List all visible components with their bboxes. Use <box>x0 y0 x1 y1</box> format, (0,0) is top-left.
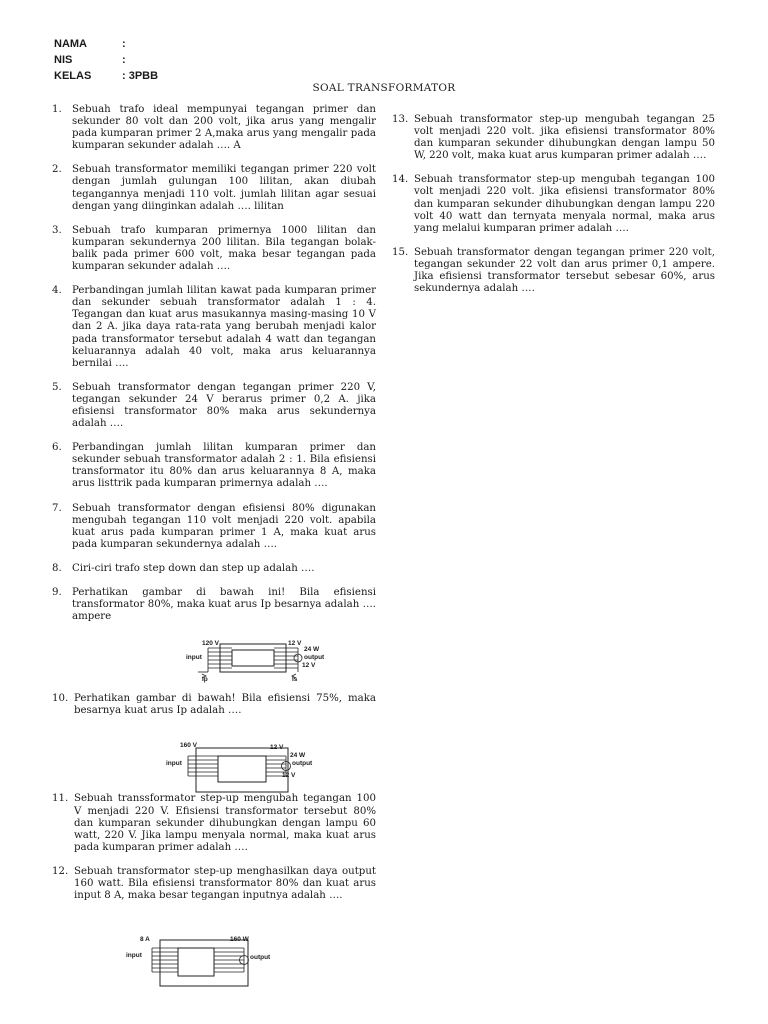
questions-right-column <box>392 114 715 307</box>
kelas-field <box>54 70 158 82</box>
question-number: 1. <box>52 104 62 115</box>
is-label: Is <box>292 676 298 683</box>
question-10 <box>52 693 376 717</box>
question-text: Perhatikan gambar di bawah ini! Bila efisiensi transformator 80%, maka kuat arus Ip besarnya adalah …. ampere <box>72 587 376 623</box>
question-7 <box>52 503 376 551</box>
question-number: 2. <box>52 164 62 176</box>
question-12 <box>52 866 376 902</box>
name-field <box>54 38 126 50</box>
question-number: 6. <box>52 442 62 454</box>
primary-current-label: 8 A <box>140 936 150 943</box>
question-number: 5. <box>52 381 62 393</box>
question-number: 15. <box>392 246 409 258</box>
question-text: Sebuah transformator step-up mengubah tegangan 25 volt menjadi 220 volt. jika efisiensi transformator 80% dan kumparan sekunder dihubungkan dengan lampu 50 W, 220 volt, maka kuat arus kumparan primer adalah …. <box>414 114 715 162</box>
question-4 <box>52 285 376 370</box>
question-5 <box>52 382 376 430</box>
question-number: 14. <box>392 174 409 186</box>
question-text: Ciri-ciri trafo step down dan step up adalah …. <box>72 562 315 574</box>
question-number: 4. <box>52 285 62 297</box>
question-text: Sebuah trafo kumparan primernya 1000 lilitan dan kumparan sekundernya 200 lilitan. Bila tegangan bolak-balik pada primer 600 volt, maka besar tegangan pada kumparan sekunder adalah …. <box>72 224 376 273</box>
question-text: Perbandingan jumlah lilitan kawat pada kumparan primer dan sekunder sebuah transformator adalah 1 : 4. Tegangan dan kuat arus masukannya masing-masing 10 V dan 2 A. jika daya rata-rata yang berubah menjadi kalor pada transformator tersebut adalah 4 watt dan tegangan keluarannya adalah 40 volt, maka arus keluarannya bernilai …. <box>72 285 376 369</box>
output-label: output <box>250 954 271 961</box>
question-number: 12. <box>52 865 69 877</box>
primary-voltage-label: 120 V <box>202 640 219 647</box>
transformer-diagram-q10 <box>166 740 326 798</box>
name-value: : <box>122 38 126 50</box>
load-power-label: 24 W <box>304 646 320 653</box>
input-label: input <box>126 952 142 959</box>
question-number: 3. <box>52 224 62 236</box>
question-number: 11. <box>52 793 69 805</box>
input-label: input <box>186 654 202 661</box>
nis-label: NIS <box>54 54 73 66</box>
nis-value: : <box>122 54 126 66</box>
load-voltage-label: 12 V <box>282 772 296 779</box>
nis-field <box>54 54 126 66</box>
question-text: Sebuah transformator step-up menghasilkan daya output 160 watt. Bila efisiensi transformator 80% dan kuat arus input 8 A, maka besar tegangan inputnya adalah …. <box>74 865 376 902</box>
load-voltage-label: 12 V <box>302 662 316 669</box>
question-text: Sebuah transformator dengan efisiensi 80% digunakan mengubah tegangan 110 volt menjadi 220 volt. apabila kuat arus pada kumparan primer 1 A, maka kuat arus pada kumparan sekundernya adalah …. <box>72 502 376 550</box>
question-text: Sebuah trafo ideal mempunyai tegangan primer dan sekunder 80 volt dan 200 volt, jika arus yang mengalir pada kumparan primer 2 A,maka arus yang mengalir pada kumparan sekunder adalah …. A <box>72 104 376 152</box>
question-number: 13. <box>392 114 409 125</box>
question-9 <box>52 587 376 623</box>
question-1 <box>52 104 376 152</box>
question-11 <box>52 793 376 853</box>
question-text: Perhatikan gambar di bawah! Bila efisiensi 75%, maka besarnya kuat arus Ip adalah …. <box>74 693 376 717</box>
question-text: Sebuah transformator memiliki tegangan primer 220 volt dengan jumlah gulungan 100 lilitan, akan diubah tegangannya menjadi 110 volt. jumlah lilitan agar sesuai dengan yang diinginkan adalah …. lilitan <box>72 164 376 212</box>
question-15 <box>392 247 715 295</box>
load-power-label: 160 W <box>230 936 249 943</box>
question-text: Sebuah transformator dengan tegangan primer 220 V, tegangan sekunder 24 V berarus primer 0,2 A. jika efisiensi transformator 80% maka arus sekundernya adalah …. <box>72 381 376 430</box>
transformer-diagram-q9 <box>186 638 336 684</box>
secondary-voltage-label: 12 V <box>270 744 284 751</box>
question-number: 7. <box>52 502 62 514</box>
ip-label: Ip <box>202 676 208 683</box>
question-text: Sebuah transsformator step-up mengubah tegangan 100 V menjadi 220 V. Efisiensi transformator tersebut 80% dan kumparan sekunder dihubungkan dengan lampu 60 watt, 220 V. Jika lampu menyala normal, maka kuat arus pada kumparan primer adalah …. <box>74 793 376 853</box>
question-8 <box>52 563 376 575</box>
question-number: 10. <box>52 693 69 705</box>
secondary-voltage-label: 12 V <box>288 640 302 647</box>
primary-voltage-label: 160 V <box>180 742 197 749</box>
question-text: Sebuah transformator dengan tegangan primer 220 volt, tegangan sekunder 22 volt dan arus primer 0,1 ampere. Jika efisiensi transformator tersebut sebesar 60%, arus sekundernya adalah …. <box>414 246 715 295</box>
output-label: output <box>292 760 313 767</box>
question-number: 9. <box>52 587 62 598</box>
page-title: SOAL TRANSFORMATOR <box>312 82 456 94</box>
output-label: output <box>304 654 325 661</box>
name-label: NAMA <box>54 38 87 50</box>
question-text: Sebuah transformator step-up mengubah tegangan 100 volt menjadi 220 volt. jika efisiensi transformator 80% dan kumparan sekunder dihubungkan dengan lampu 220 volt 40 watt dan ternyata menyala normal, maka arus yang melalui kumparan primer adalah …. <box>414 174 715 234</box>
question-number: 8. <box>52 562 62 574</box>
input-label: input <box>166 760 182 767</box>
kelas-value: : 3PBB <box>122 70 159 82</box>
question-text: Perbandingan jumlah lilitan kumparan primer dan sekunder sebuah transformator adalah 2 : 1. Bila efisiensi transformator itu 80% dan arus keluarannya 8 A, maka arus listtrik pada kumparan primernya adalah …. <box>72 442 376 490</box>
transformer-icon <box>126 934 286 992</box>
load-power-label: 24 W <box>290 752 306 759</box>
question-6 <box>52 442 376 490</box>
question-14 <box>392 174 715 234</box>
kelas-label: KELAS <box>54 70 92 82</box>
question-3 <box>52 225 376 273</box>
question-13 <box>392 114 715 162</box>
transformer-diagram-q12 <box>126 934 286 992</box>
question-2 <box>52 164 376 212</box>
